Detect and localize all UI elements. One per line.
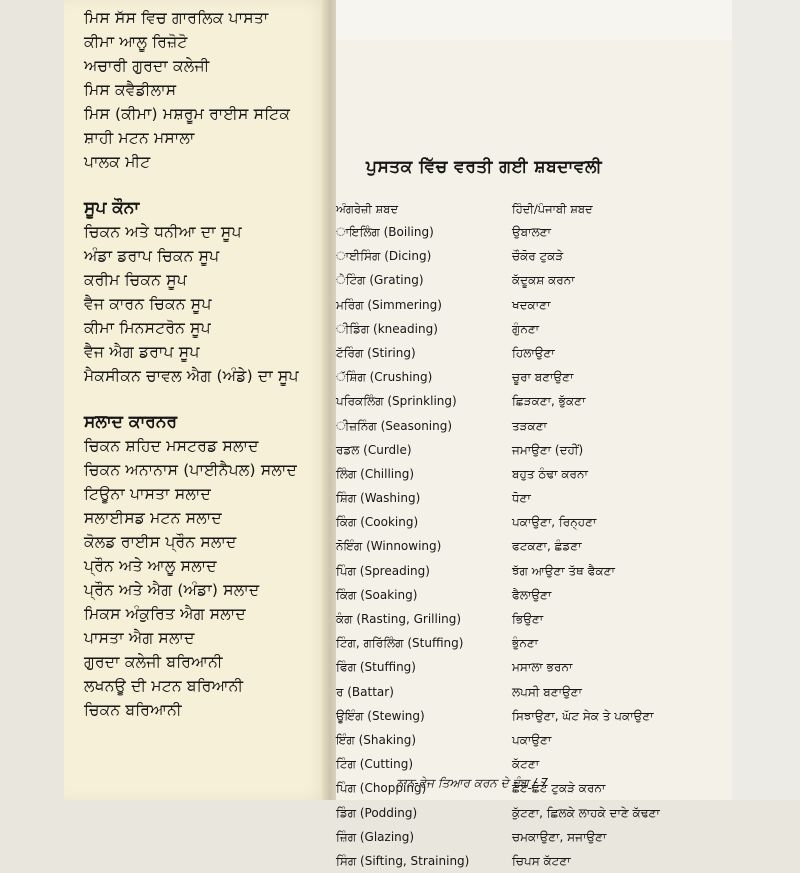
glossary-meaning: ਮਸਾਲਾ ਭਰਨਾ: [512, 660, 573, 675]
glossary-term: ੇਟਿੰਗ (Grating): [336, 273, 424, 288]
glossary-meaning: ਕੱਟਣਾ: [512, 757, 540, 772]
glossary-row: [336, 801, 732, 825]
salad-item: ਚਿਕਨ ਸ਼ਹਿਦ ਮਸਟਰਡ ਸਲਾਦ: [84, 437, 259, 455]
glossary-row: [336, 728, 732, 752]
right-page: [336, 0, 732, 868]
glossary-meaning: ਛੋਟੇ-ਛੋਟੇ ਟੁਕੜੇ ਕਰਨਾ: [512, 781, 606, 796]
glossary-meaning: ਖਦਕਾਣਾ: [512, 297, 551, 312]
glossary-row: [336, 462, 732, 486]
glossary-term: ਡਿੰਗ (Podding): [336, 805, 418, 820]
salad-item: ਸਲਾਈਸਡ ਮਟਨ ਸਲਾਦ: [84, 509, 222, 527]
soup-item: ਕੀਮਾ ਮਿਨਸਟਰੋਨ ਸੂਪ: [84, 319, 211, 337]
glossary-row: [336, 510, 732, 534]
glossary-meaning: ਪਕਾਉਣਾ, ਰਿਨ੍ਹਣਾ: [512, 515, 597, 530]
glossary-row: [336, 849, 732, 873]
glossary-row: [336, 293, 732, 317]
left-page-content: [84, 6, 334, 722]
dish-item: ਕੀਮਾ ਆਲੂ ਰਿਜ਼ੋਟੋ: [84, 33, 188, 51]
glossary-term: ਲਿੰਗ (Chilling): [336, 466, 415, 481]
glossary-term: ਪਰਿਕਲਿੰਗ (Sprinkling): [336, 394, 457, 409]
glossary-row: [336, 534, 732, 558]
glossary-term: ਟਿੰਗ, ਗਰਿੱਲਿੰਗ (Stuffing): [336, 636, 464, 651]
glossary-term: ੀਜ਼ਨਿੰਗ (Seasoning): [336, 418, 453, 433]
glossary-meaning: ਬਹੁਤ ਠੰਢਾ ਕਰਨਾ: [512, 466, 588, 481]
glossary-meaning: ਜਮਾਉਣਾ (ਦਹੀਂ): [512, 442, 584, 457]
glossary-term: ਟੱਰਿੰਗ (Stiring): [336, 345, 416, 360]
glossary-meaning: ਗੁੰਨਣਾ: [512, 321, 540, 336]
glossary-term: ਕਿੰਗ (Soaking): [336, 587, 418, 602]
glossary-meaning: ਪਕਾਉਣਾ: [512, 732, 552, 747]
glossary-term: ਮਰਿੰਗ (Simmering): [336, 297, 442, 312]
glossary-meaning: ਭਿਉਣਾ: [512, 612, 544, 626]
glossary-meaning: ਉਬਾਲਣਾ: [512, 225, 551, 239]
glossary-term: ਸ਼ਿੰਗ (Washing): [336, 491, 421, 506]
glossary-row: [336, 680, 732, 704]
glossary-meaning: ਚੂਰਾ ਬਣਾਉਣਾ: [512, 370, 574, 385]
glossary-term: ਰ (Battar): [336, 684, 394, 699]
glossary-term: ਕਿੰਗ (Cooking): [336, 515, 419, 530]
salad-list: [84, 434, 334, 722]
glossary-row: [336, 317, 732, 341]
glossary-row: [336, 341, 732, 365]
soup-item: ਚਿਕਨ ਅਤੇ ਧਨੀਆ ਦਾ ਸੂਪ: [84, 223, 242, 241]
salad-item: ਪ੍ਰੌਨ ਅਤੇ ਆਲੂ ਸਲਾਦ: [84, 557, 217, 575]
glossary-term: ੀਡਿੰਗ (kneading): [336, 321, 438, 336]
glossary-row: [336, 825, 732, 849]
glossary-meaning: ਫੈਲਾਉਣਾ: [512, 587, 552, 602]
dish-item: ਸ਼ਾਹੀ ਮਟਨ ਮਸਾਲਾ: [84, 129, 195, 147]
glossary-row: [336, 583, 732, 607]
soup-item: ਵੈਜ ਕਾਰਨ ਚਿਕਨ ਸੂਪ: [84, 295, 212, 313]
glossary-meaning: ਭੁੰਨਣਾ: [512, 636, 539, 651]
glossary-meaning: ਸਿਝਾਉਣਾ, ਘੱਟ ਸੇਕ ਤੇ ਪਕਾਉਣਾ: [512, 708, 654, 723]
soup-item: ਅੰਡਾ ਡਰਾਪ ਚਿਕਨ ਸੂਪ: [84, 247, 220, 265]
glossary-term: ਕੰਗ (Rasting, Grilling): [336, 612, 462, 626]
left-page: [64, 0, 328, 800]
glossary-meaning: ਚੌਕੋਰ ਟੁਕੜੇ: [512, 249, 564, 264]
glossary-row: [336, 752, 732, 776]
soup-item: ਮੈਕਸੀਕਨ ਚਾਵਲ ਐਗ (ਅੰਡੇ) ਦਾ ਸੂਪ: [84, 367, 299, 385]
dish-item: ਮਿਸ ਸੱਸ ਵਿਚ ਗਾਰਲਿਕ ਪਾਸਤਾ: [84, 9, 269, 27]
page-title: ਪੁਸਤਕ ਵਿੱਚ ਵਰਤੀ ਗਈ ਸ਼ਬਦਾਵਲੀ: [366, 157, 603, 177]
glossary-term: ਾਈਸਿੰਗ (Dicing): [336, 249, 432, 264]
salad-section-heading: ਸਲਾਦ ਕਾਰਨਰ: [84, 412, 178, 432]
glossary-header: [336, 202, 732, 222]
glossary-row: [336, 365, 732, 389]
glossary-meaning: ਚਮਕਾਉਣਾ, ਸਜਾਉਣਾ: [512, 829, 607, 844]
salad-item: ਗੁਰਦਾ ਕਲੇਜੀ ਬਰਿਆਨੀ: [84, 653, 223, 671]
glossary-meaning: ਤੜਕਣਾ: [512, 418, 547, 433]
glossary-meaning: ਕੁੱਟਣਾ, ਛਿਲਕੇ ਲਾਹਕੇ ਦਾਣੇ ਕੱਢਣਾ: [512, 805, 660, 820]
glossary-term: ਟਿੰਗ (Cutting): [336, 757, 414, 772]
glossary-meaning: ਹਿਲਾਉਣਾ: [512, 345, 555, 360]
glossary-term: ਾਇਲਿੰਗ (Boiling): [336, 225, 434, 239]
salad-item: ਚਿਕਨ ਬਰਿਆਨੀ: [84, 701, 182, 719]
glossary-row: [336, 220, 732, 244]
salad-item: ਪ੍ਰੌਨ ਅਤੇ ਐਗ (ਅੰਡਾ) ਸਲਾਦ: [84, 581, 260, 599]
glossary-meaning: ਲਪਸੀ ਬਣਾਉਣਾ: [512, 684, 582, 699]
glossary-meaning: ਕੱਦੂਕਸ਼ ਕਰਨਾ: [512, 273, 575, 288]
glossary-row: [336, 268, 732, 292]
header-punjabi-words: ਹਿੰਦੀ/ਪੰਜਾਬੀ ਸ਼ਬਦ: [512, 202, 593, 216]
glossary-meaning: ਫਟਕਣਾ, ਛੰਡਣਾ: [512, 539, 582, 554]
soup-section-heading: ਸੂਪ ਕੌਨਾ: [84, 198, 140, 218]
page-footer: ਨਾਨ-ਵੇਜ ਤਿਆਰ ਕਰਨ ਦੇ ਢੰਗ / 7: [396, 776, 548, 790]
glossary-row: [336, 559, 732, 583]
glossary-row: [336, 607, 732, 631]
salad-item: ਮਿਕਸ ਅੰਕੁਰਿਤ ਐਗ ਸਲਾਦ: [84, 605, 246, 623]
soup-list: [84, 220, 334, 388]
salad-item: ਟਿਊਨਾ ਪਾਸਤਾ ਸਲਾਦ: [84, 485, 211, 503]
glossary-term: ਰਡਲ (Curdle): [336, 442, 412, 457]
glossary-row: [336, 486, 732, 510]
glossary-meaning: ਧੋਣਾ: [512, 491, 531, 506]
glossary-term: ਜ਼ਿੰਗ (Glazing): [336, 829, 415, 844]
soup-item: ਕਰੀਮ ਚਿਕਨ ਸੂਪ: [84, 271, 187, 289]
glossary-term: ਊਇੰਗ (Stewing): [336, 708, 425, 723]
soup-item: ਵੈਜ ਐਗ ਡਰਾਪ ਸੂਪ: [84, 343, 200, 361]
glossary-term: ੱਸ਼ਿੰਗ (Crushing): [336, 370, 433, 385]
glossary-term: ਪਿੰਗ (Spreading): [336, 563, 430, 578]
header-english-words: ਅੰਗਰੇਜ਼ੀ ਸ਼ਬਦ: [336, 202, 399, 216]
glossary-row: [336, 244, 732, 268]
glossary-row: [336, 438, 732, 462]
dish-item: ਅਚਾਰੀ ਗੁਰਦਾ ਕਲੇਜੀ: [84, 57, 210, 75]
glossary-row: [336, 704, 732, 728]
dish-list: [84, 6, 334, 174]
salad-item: ਚਿਕਨ ਅਨਾਨਾਸ (ਪਾਈਨੈਪਲ) ਸਲਾਦ: [84, 461, 297, 479]
background-surface: [732, 0, 800, 800]
glossary-meaning: ਚਿਪਸ ਕੱਟਣਾ: [512, 853, 571, 868]
glossary-term: ਨੋਇੰਗ (Winnowing): [336, 539, 442, 554]
glossary-row: [336, 389, 732, 413]
dish-item: ਮਿਸ ਕਵੈਡੀਲਾਸ: [84, 81, 177, 99]
salad-item: ਪਾਸਤਾ ਐਗ ਸਲਾਦ: [84, 629, 195, 647]
glossary-row: [336, 631, 732, 655]
dish-item: ਮਿਸ (ਕੀਮਾ) ਮਸ਼ਰੂਮ ਰਾਈਸ ਸਟਿਕ: [84, 105, 291, 123]
glossary-term: ਫਿੰਗ (Stuffing): [336, 660, 416, 675]
glossary-term: ਪਿੰਗ (Chopping): [336, 781, 427, 796]
dish-item: ਪਾਲਕ ਮੀਟ: [84, 153, 151, 171]
glossary-meaning: ਛਿੜਕਣਾ, ਭੁੱਕਣਾ: [512, 394, 586, 409]
salad-item: ਲਖਨਊ ਦੀ ਮਟਨ ਬਰਿਆਨੀ: [84, 677, 244, 695]
salad-item: ਕੋਲਡ ਰਾਈਸ ਪ੍ਰੌਨ ਸਲਾਦ: [84, 533, 237, 551]
glossary-row: [336, 414, 732, 438]
page-top-band: [336, 0, 732, 40]
glossary-term: ਇੰਗ (Shaking): [336, 732, 417, 747]
glossary-term: ਸਿੰਗ (Sifting, Straining): [336, 853, 470, 868]
glossary-row: [336, 655, 732, 679]
glossary-meaning: ਝੱਗ ਆਉਣਾ ਤੱਥ ਫੈਕਣਾ: [512, 563, 615, 578]
